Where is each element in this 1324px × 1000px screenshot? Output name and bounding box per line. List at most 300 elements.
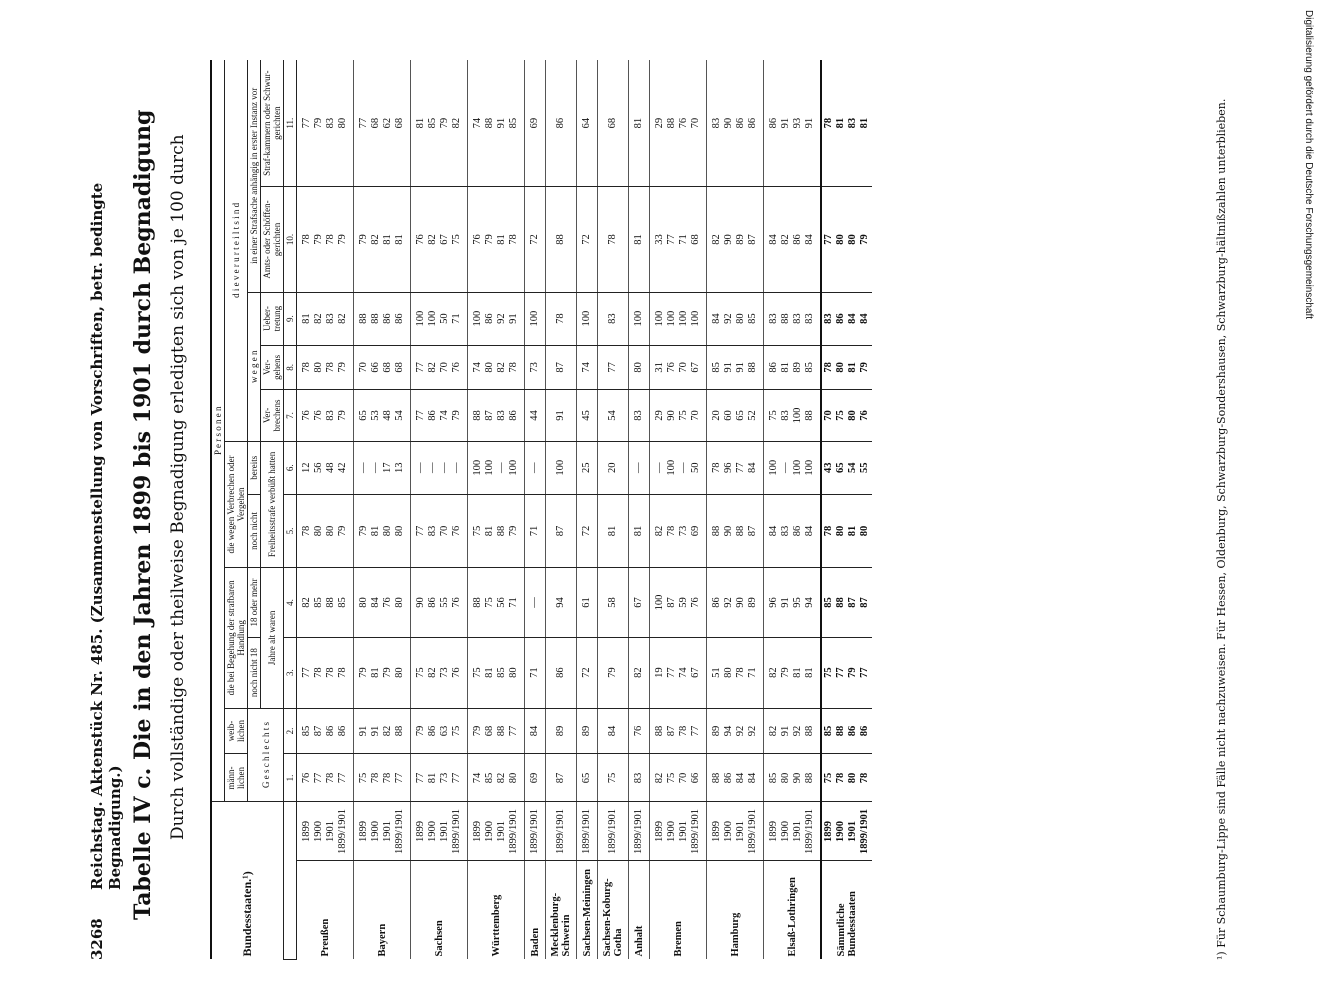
cell-value: 52 — [747, 410, 758, 421]
value-cell — [629, 390, 650, 442]
cell-value: 91 — [780, 597, 791, 608]
value-cell — [577, 441, 598, 494]
cell-value: 79 — [382, 667, 393, 678]
value-cell — [650, 708, 707, 754]
cell-value: 74 — [472, 362, 483, 373]
cell-value: 70 — [823, 410, 834, 421]
value-cell — [821, 568, 872, 638]
cell-value: 68 — [607, 117, 618, 129]
cell-value: 85 — [823, 725, 834, 737]
value-cell — [650, 754, 707, 802]
year-cell — [821, 802, 872, 861]
cell-value: 86 — [747, 117, 758, 129]
personen-header: P e r s o n e n — [211, 60, 225, 802]
state-name: Mecklenburg-Schwerin — [546, 861, 577, 960]
cell-value: 76 — [301, 772, 312, 784]
cell-value: 82 — [780, 234, 791, 245]
running-title: Reichstag. Aktenstück Nr. 485. (Zusammenstellung von Vorschriften, betr. bedingte Begnadigung.) — [88, 182, 124, 890]
cell-value: 66 — [370, 362, 381, 373]
cell-value: 79 — [337, 362, 348, 373]
cell-value: 86 — [427, 410, 438, 421]
value-cell — [546, 754, 577, 802]
cell-value: 76 — [472, 234, 483, 245]
cell-value: 81 — [859, 117, 870, 129]
value-cell — [577, 637, 598, 708]
cell-value: 88 — [804, 725, 815, 737]
cell-value: 77 — [666, 234, 677, 245]
cell-value: 87 — [555, 362, 566, 373]
cell-value: 58 — [607, 597, 618, 608]
table-row — [354, 60, 411, 960]
value-cell — [525, 390, 546, 442]
cell-value: 82 — [451, 117, 462, 129]
column-number-row — [284, 60, 297, 960]
value-cell — [297, 345, 354, 390]
cell-value: — — [678, 462, 689, 474]
cell-value: 81 — [792, 667, 803, 678]
value-cell — [525, 637, 546, 708]
cell-value: 19 — [654, 667, 665, 678]
value-cell — [525, 441, 546, 494]
cell-value: — — [529, 597, 540, 608]
cell-value: 80 — [337, 117, 348, 129]
value-cell — [297, 708, 354, 754]
cell-value: 85 — [804, 362, 815, 373]
value-cell — [354, 637, 411, 708]
cell-value: 84 — [804, 234, 815, 245]
year-value: 1900 — [313, 821, 324, 842]
value-cell — [411, 754, 468, 802]
cell-value: 70 — [678, 772, 689, 784]
value-cell — [525, 187, 546, 292]
cell-value: 76 — [451, 362, 462, 373]
cell-value: 77 — [301, 117, 312, 129]
cell-value: 82 — [427, 362, 438, 373]
cell-value: 79 — [337, 234, 348, 245]
cell-value: 72 — [581, 667, 592, 678]
cell-value: 100 — [654, 594, 665, 611]
year-value: 1901 — [325, 821, 336, 842]
cell-value: 91 — [735, 362, 746, 373]
cell-value: 83 — [607, 313, 618, 324]
cell-value: 77 — [607, 362, 618, 373]
cell-value: 83 — [711, 117, 722, 129]
cell-value: 76 — [301, 410, 312, 421]
value-cell — [650, 441, 707, 494]
cell-value: 83 — [768, 313, 779, 324]
cell-value: 78 — [859, 772, 870, 784]
cell-value: 86 — [723, 772, 734, 784]
cell-value: 67 — [690, 667, 701, 678]
value-cell — [764, 708, 822, 754]
cell-value: 83 — [325, 313, 336, 324]
state-name: Bremen — [650, 861, 707, 960]
table-row — [297, 60, 354, 960]
value-cell — [525, 754, 546, 802]
cell-value: 72 — [529, 234, 540, 245]
cell-value: 87 — [313, 725, 324, 737]
cell-value: 78 — [325, 772, 336, 784]
cell-value: 80 — [835, 234, 846, 245]
year-value: 1900 — [666, 821, 677, 842]
value-cell — [354, 708, 411, 754]
cell-value: 82 — [711, 234, 722, 245]
cell-value: 84 — [768, 234, 779, 245]
cell-value: 51 — [711, 667, 722, 678]
value-cell — [577, 390, 598, 442]
cell-value: 86 — [382, 313, 393, 324]
cell-value: 77 — [451, 772, 462, 784]
value-cell — [468, 637, 525, 708]
cell-value: 55 — [439, 597, 450, 608]
column-number: 3. — [284, 637, 297, 708]
cell-value: 29 — [654, 117, 665, 129]
value-cell — [297, 60, 354, 187]
value-cell — [707, 292, 764, 345]
year-value: 1900 — [484, 821, 495, 842]
cell-value: 89 — [555, 725, 566, 737]
value-cell — [546, 568, 577, 638]
value-cell — [707, 494, 764, 567]
year-value: 1899/1901 — [394, 809, 405, 854]
cell-value: 100 — [508, 459, 519, 476]
column-number: 4. — [284, 568, 297, 638]
value-cell — [650, 345, 707, 390]
cell-value: 96 — [723, 462, 734, 474]
cell-value: 31 — [654, 362, 665, 373]
cell-value: 79 — [358, 525, 369, 537]
cell-value: 76 — [415, 234, 426, 245]
cell-value: 78 — [337, 667, 348, 678]
cell-value: 43 — [823, 462, 834, 474]
cell-value: 86 — [337, 725, 348, 737]
value-cell — [821, 345, 872, 390]
year-value: 1899 — [472, 821, 483, 842]
year-cell — [354, 802, 411, 861]
value-cell — [821, 637, 872, 708]
year-value: 1899/1901 — [508, 809, 519, 854]
value-cell — [525, 708, 546, 754]
cell-value: 87 — [859, 597, 870, 608]
imprisonment-header: Freiheitsstrafe verbüßt hatten — [261, 441, 284, 567]
cell-value: 82 — [768, 667, 779, 678]
cell-value: 80 — [847, 410, 858, 421]
cell-value: 59 — [678, 597, 689, 608]
cell-value: 83 — [780, 410, 791, 421]
state-name: Württemberg — [468, 861, 525, 960]
year-cell — [598, 802, 629, 861]
cell-value: 83 — [804, 313, 815, 324]
cell-value: 70 — [439, 362, 450, 373]
cell-value: 77 — [415, 772, 426, 784]
cell-value: 81 — [633, 234, 644, 245]
cell-value: 79 — [607, 667, 618, 678]
cell-value: 54 — [847, 462, 858, 474]
cell-value: 91 — [804, 117, 815, 129]
cell-value: — — [529, 462, 540, 474]
value-cell — [764, 292, 822, 345]
cell-value: 80 — [847, 234, 858, 245]
cell-value: 45 — [581, 410, 592, 421]
cell-value: 65 — [358, 410, 369, 421]
cell-value: 90 — [666, 410, 677, 421]
cell-value: 78 — [301, 362, 312, 373]
cell-value: 90 — [792, 772, 803, 784]
cell-value: 77 — [358, 117, 369, 129]
value-cell — [821, 708, 872, 754]
cell-value: 79 — [780, 667, 791, 678]
cell-value: 91 — [370, 725, 381, 737]
not-yet-header: noch nicht — [248, 494, 261, 567]
cell-value: 84 — [711, 313, 722, 324]
value-cell — [525, 345, 546, 390]
value-cell — [629, 637, 650, 708]
cell-value: 78 — [301, 525, 312, 537]
year-cell — [468, 802, 525, 861]
value-cell — [411, 494, 468, 567]
cell-value: 67 — [439, 234, 450, 245]
cell-value: 94 — [555, 597, 566, 608]
value-cell — [598, 292, 629, 345]
state-name: Bayern — [354, 861, 411, 960]
value-cell — [546, 345, 577, 390]
value-cell — [577, 187, 598, 292]
cell-value: 100 — [633, 310, 644, 327]
cell-value: 100 — [792, 459, 803, 476]
table-row — [546, 60, 577, 960]
cell-value: 78 — [325, 234, 336, 245]
cell-value: 100 — [654, 310, 665, 327]
cell-value: 78 — [666, 525, 677, 537]
cell-value: 68 — [484, 725, 495, 737]
value-cell — [598, 390, 629, 442]
cell-value: 100 — [804, 459, 815, 476]
cell-value: 78 — [508, 234, 519, 245]
cell-value: 75 — [472, 525, 483, 537]
cell-value: 89 — [792, 362, 803, 373]
cell-value: 69 — [529, 772, 540, 784]
value-cell — [546, 390, 577, 442]
cell-value: 88 — [496, 525, 507, 537]
cell-value: 83 — [780, 525, 791, 537]
value-cell — [411, 708, 468, 754]
table-row — [411, 60, 468, 960]
value-cell — [707, 708, 764, 754]
table-row — [764, 60, 822, 960]
state-name: Elsaß-Lothringen — [764, 861, 822, 960]
value-cell — [764, 441, 822, 494]
value-cell — [297, 494, 354, 567]
value-cell — [577, 494, 598, 567]
value-cell — [821, 60, 872, 187]
year-value: 1899 — [823, 821, 834, 842]
cell-value: 81 — [415, 117, 426, 129]
cell-value: 95 — [792, 597, 803, 608]
cell-value: 83 — [325, 410, 336, 421]
value-cell — [546, 60, 577, 187]
year-value: 1901 — [382, 821, 393, 842]
cell-value: 88 — [472, 410, 483, 421]
cell-value: 100 — [484, 459, 495, 476]
value-cell — [821, 441, 872, 494]
cell-value: 82 — [370, 234, 381, 245]
table-row — [577, 60, 598, 960]
cell-value: 84 — [859, 313, 870, 324]
state-name: Preußen — [297, 861, 354, 960]
cell-value: 74 — [472, 772, 483, 784]
column-number: 8. — [284, 345, 297, 390]
female-header: weib-lichen — [225, 708, 248, 754]
cell-value: 81 — [847, 525, 858, 537]
year-value: 1900 — [427, 821, 438, 842]
cell-value: 76 — [633, 725, 644, 737]
cell-value: 79 — [859, 362, 870, 373]
cell-value: 79 — [472, 725, 483, 737]
value-cell — [629, 494, 650, 567]
cell-value: 80 — [394, 525, 405, 537]
value-cell — [468, 390, 525, 442]
cell-value: 13 — [394, 462, 405, 474]
cell-value: 82 — [654, 772, 665, 784]
cell-value: 71 — [678, 234, 689, 245]
year-cell — [546, 802, 577, 861]
cell-value: 88 — [358, 313, 369, 324]
cell-value: 80 — [835, 362, 846, 373]
table-row — [650, 60, 707, 960]
cell-value: 77 — [690, 725, 701, 737]
value-cell — [650, 568, 707, 638]
cell-value: 25 — [581, 462, 592, 474]
column-number: 1. — [284, 754, 297, 802]
year-value: 1900 — [780, 821, 791, 842]
cell-value: 83 — [325, 117, 336, 129]
cell-value: 87 — [555, 772, 566, 784]
table-row — [821, 60, 872, 960]
year-cell — [411, 802, 468, 861]
year-cell — [764, 802, 822, 861]
cell-value: — — [654, 462, 665, 474]
value-cell — [821, 187, 872, 292]
year-value: 1901 — [847, 821, 858, 842]
cell-value: 92 — [792, 725, 803, 737]
cell-value: 86 — [325, 725, 336, 737]
cell-value: 77 — [415, 525, 426, 537]
cell-value: 86 — [768, 117, 779, 129]
value-cell — [411, 568, 468, 638]
cell-value: 84 — [847, 313, 858, 324]
column-number: 10. — [284, 187, 297, 292]
value-cell — [546, 494, 577, 567]
cell-value: 77 — [415, 362, 426, 373]
cell-value: 77 — [415, 410, 426, 421]
cell-value: 77 — [666, 667, 677, 678]
value-cell — [546, 441, 577, 494]
value-cell — [629, 292, 650, 345]
cell-value: 77 — [835, 667, 846, 678]
cell-value: 82 — [382, 725, 393, 737]
cell-value: 83 — [633, 410, 644, 421]
year-value: 1899 — [301, 821, 312, 842]
cell-value: 44 — [529, 410, 540, 421]
cell-value: 50 — [439, 313, 450, 324]
cell-value: 83 — [847, 117, 858, 129]
cell-value: 100 — [792, 407, 803, 424]
year-value: 1900 — [723, 821, 734, 842]
cell-value: 88 — [780, 313, 791, 324]
cell-value: 88 — [496, 725, 507, 737]
value-cell — [468, 345, 525, 390]
cell-value: 50 — [690, 462, 701, 474]
value-cell — [354, 390, 411, 442]
cell-value: 85 — [823, 597, 834, 608]
year-value: 1899/1901 — [690, 809, 701, 854]
cell-value: 84 — [735, 772, 746, 784]
cell-value: 77 — [313, 772, 324, 784]
cell-value: 81 — [370, 667, 381, 678]
cell-value: 66 — [690, 772, 701, 784]
cell-value: 60 — [723, 410, 734, 421]
value-cell — [297, 187, 354, 292]
cell-value: 86 — [847, 725, 858, 737]
column-number: 5. — [284, 494, 297, 567]
value-cell — [764, 568, 822, 638]
cell-value: 48 — [382, 410, 393, 421]
over18-header: 18 oder mehr — [248, 568, 261, 638]
cell-value: 86 — [835, 313, 846, 324]
cell-value: 100 — [555, 459, 566, 476]
cell-value: 78 — [607, 234, 618, 245]
year-value: 1899/1901 — [859, 809, 870, 854]
value-cell — [707, 754, 764, 802]
cell-value: 20 — [711, 410, 722, 421]
cell-value: 100 — [666, 310, 677, 327]
year-value: 1901 — [735, 821, 746, 842]
year-cell — [629, 802, 650, 861]
cell-value: — — [496, 462, 507, 474]
cell-value: 81 — [382, 234, 393, 245]
value-cell — [468, 494, 525, 567]
instance-header: in einer Strafsache anhängig in erster Instanz vor — [248, 60, 261, 292]
cell-value: 81 — [780, 362, 791, 373]
cell-value: — — [451, 462, 462, 474]
cell-value: 79 — [313, 117, 324, 129]
year-value: 1899/1901 — [581, 809, 592, 854]
value-cell — [577, 345, 598, 390]
cell-value: 70 — [358, 362, 369, 373]
cell-value: 86 — [394, 313, 405, 324]
cell-value: 91 — [358, 725, 369, 737]
cell-value: 76 — [382, 597, 393, 608]
cell-value: 89 — [581, 725, 592, 737]
cell-value: 82 — [427, 667, 438, 678]
value-cell — [468, 754, 525, 802]
cell-value: 88 — [325, 597, 336, 608]
year-value: 1901 — [678, 821, 689, 842]
cell-value: 87 — [666, 725, 677, 737]
cell-value: 81 — [427, 772, 438, 784]
cell-value: 84 — [607, 725, 618, 737]
cell-value: 86 — [555, 117, 566, 129]
cell-value: 91 — [780, 725, 791, 737]
year-value: 1899/1901 — [633, 809, 644, 854]
cell-value: 56 — [496, 597, 507, 608]
cell-value: 88 — [666, 117, 677, 129]
cell-value: 75 — [823, 667, 834, 678]
cell-value: 84 — [747, 462, 758, 474]
cell-value: 85 — [768, 772, 779, 784]
cell-value: 75 — [768, 410, 779, 421]
value-cell — [411, 345, 468, 390]
